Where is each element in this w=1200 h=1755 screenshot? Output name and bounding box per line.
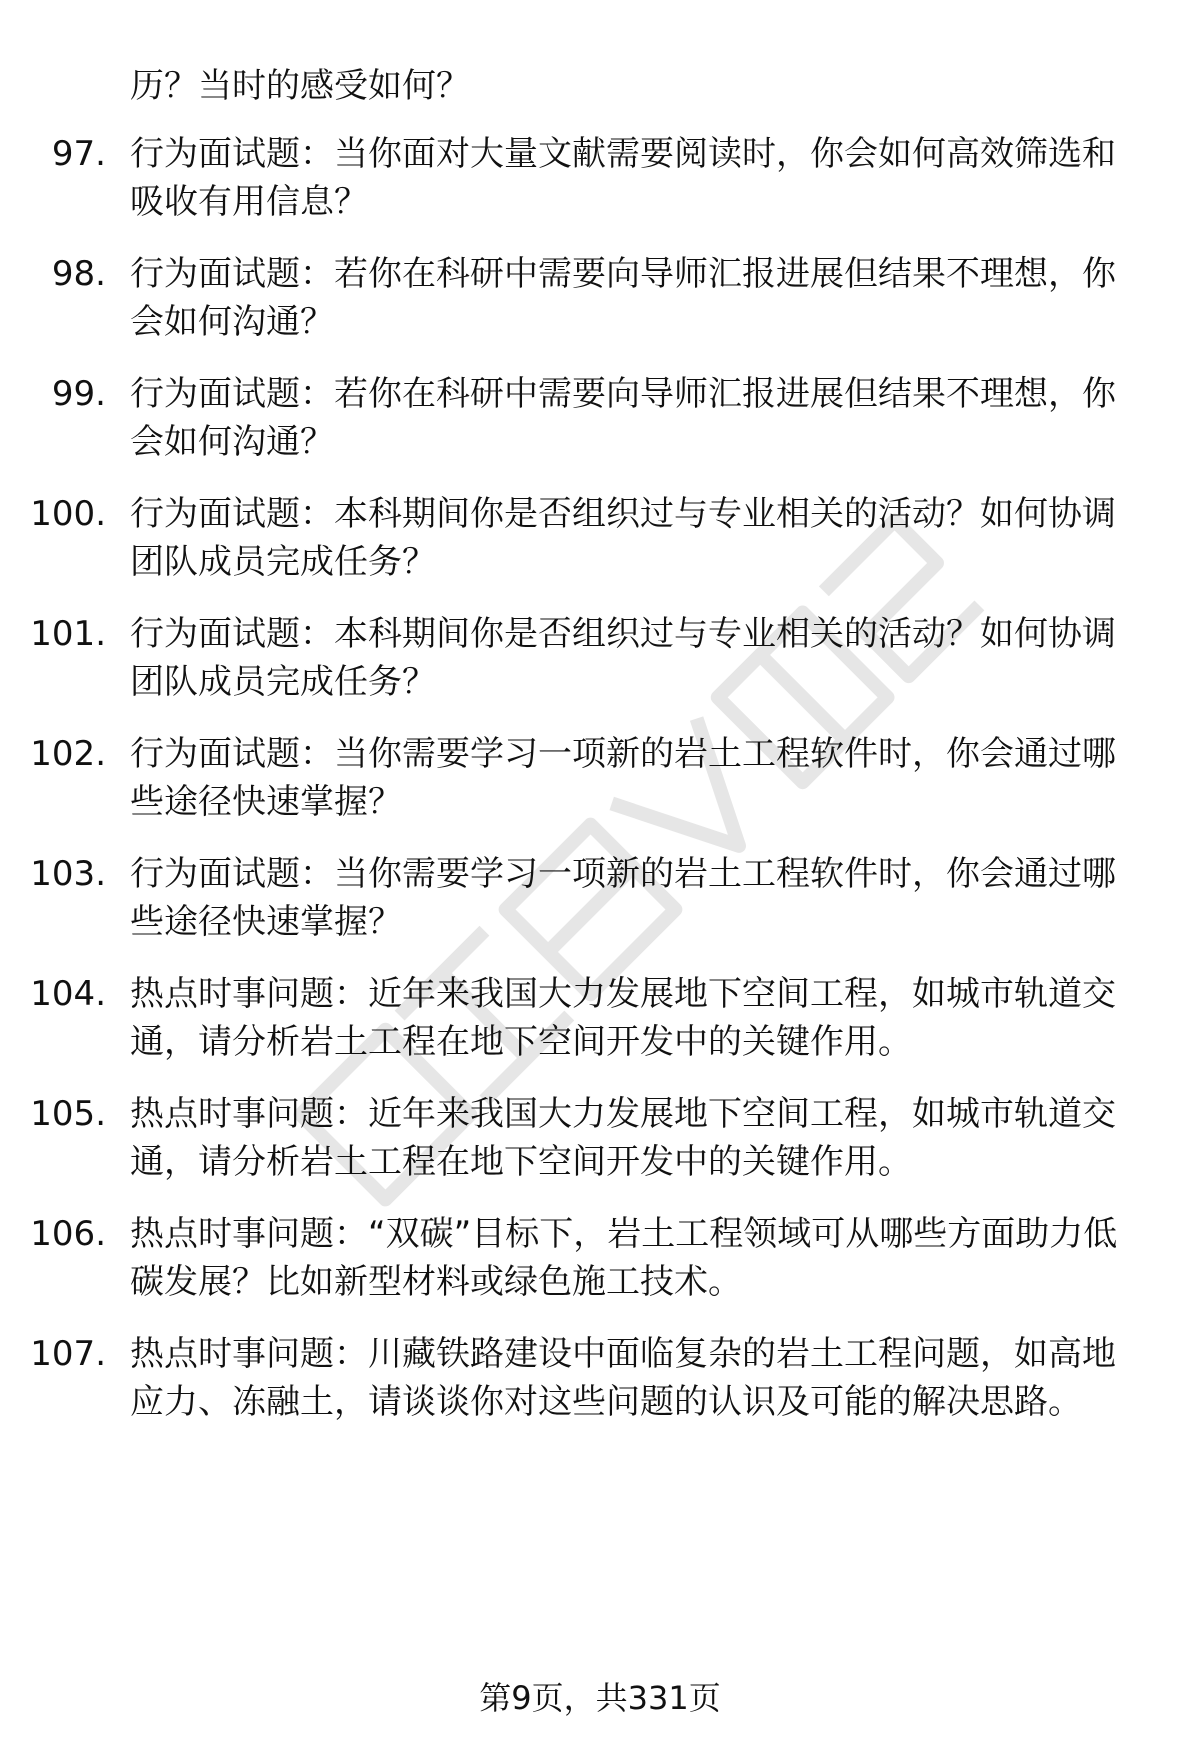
question-number: 103. — [30, 854, 106, 894]
question-number: 101. — [30, 614, 106, 654]
page-footer — [0, 1678, 1200, 1718]
question-number: 106. — [30, 1214, 106, 1254]
question-text: 行为面试题：当你需要学习一项新的岩土工程软件时，你会通过哪些途径快速掌握？ — [130, 734, 1116, 822]
continued-question-text: 历？当时的感受如何？ — [130, 66, 470, 106]
page-number-label: 第9页，共331页 — [479, 1679, 721, 1717]
question-text: 热点时事问题：近年来我国大力发展地下空间工程，如城市轨道交通，请分析岩土工程在地下空间开发中的关键作用。 — [130, 1094, 1116, 1182]
question-number: 102. — [30, 734, 106, 774]
question-text: 行为面试题：当你需要学习一项新的岩土工程软件时，你会通过哪些途径快速掌握？ — [130, 854, 1116, 942]
question-number: 98. — [51, 254, 106, 294]
question-text: 行为面试题：若你在科研中需要向导师汇报进展但结果不理想，你会如何沟通？ — [130, 254, 1116, 342]
question-text: 热点时事问题：“双碳”目标下，岩土工程领域可从哪些方面助力低碳发展？比如新型材料或绿色施工技术。 — [130, 1214, 1118, 1302]
question-number: 97. — [51, 134, 106, 174]
question-number: 107. — [30, 1334, 106, 1374]
question-number: 100. — [30, 494, 106, 534]
question-text: 行为面试题：若你在科研中需要向导师汇报进展但结果不理想，你会如何沟通？ — [130, 374, 1116, 462]
question-number: 99. — [51, 374, 106, 414]
question-text: 热点时事问题：川藏铁路建设中面临复杂的岩土工程问题，如高地应力、冻融土，请谈谈你对这些问题的认识及可能的解决思路。 — [130, 1334, 1116, 1422]
question-number: 105. — [30, 1094, 106, 1134]
question-number: 104. — [30, 974, 106, 1014]
question-text: 热点时事问题：近年来我国大力发展地下空间工程，如城市轨道交通，请分析岩土工程在地下空间开发中的关键作用。 — [130, 974, 1116, 1062]
question-text: 行为面试题：本科期间你是否组织过与专业相关的活动？如何协调团队成员完成任务？ — [130, 494, 1116, 582]
question-text: 行为面试题：本科期间你是否组织过与专业相关的活动？如何协调团队成员完成任务？ — [130, 614, 1116, 702]
question-text: 行为面试题：当你面对大量文献需要阅读时，你会如何高效筛选和吸收有用信息？ — [130, 134, 1116, 222]
